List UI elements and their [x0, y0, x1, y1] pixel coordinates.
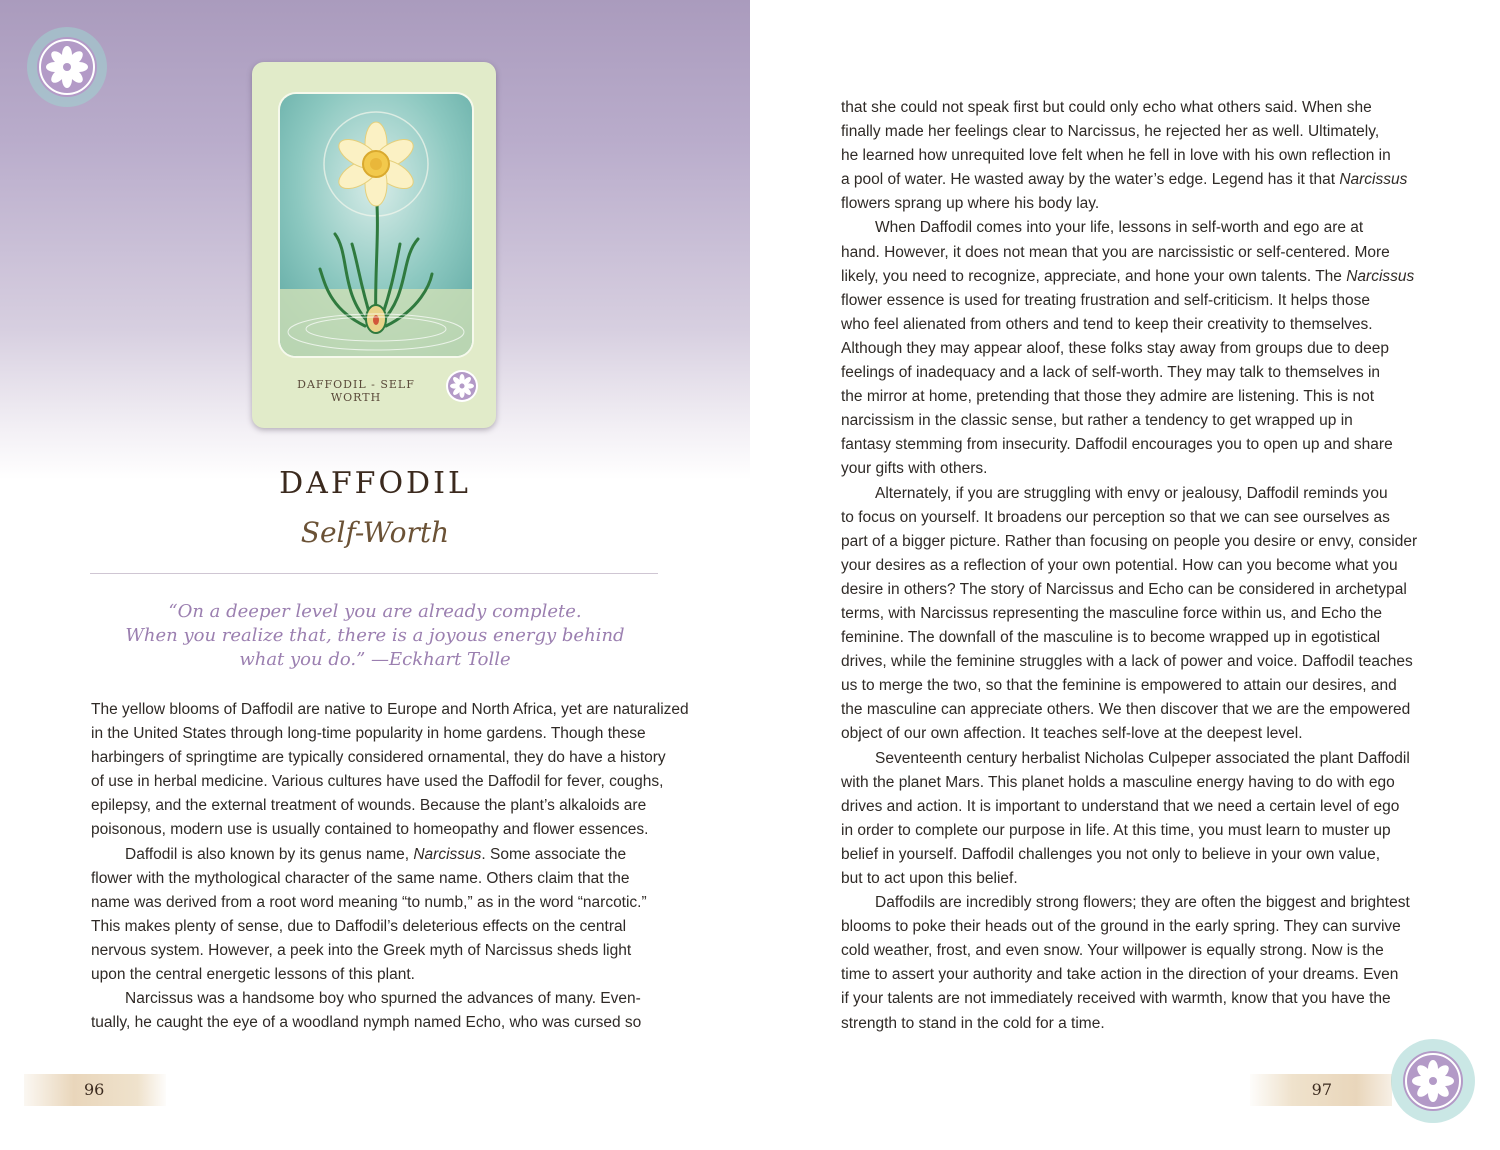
- text-line: who feel alienated from others and tend to keep their creativity to themselves.: [841, 315, 1373, 333]
- text-line: finally made her feelings clear to Narcissus, he rejected her as well. Ultimately,: [841, 123, 1380, 141]
- text-line: flower essence is used for treating frustration and self-criticism. It helps those: [841, 291, 1370, 309]
- card-caption: DAFFODIL - SELF WORTH: [297, 378, 415, 404]
- page-subtitle: Self-Worth: [300, 516, 450, 549]
- text-line: This makes plenty of sense, due to Daffodil’s deleterious effects on the central: [91, 917, 627, 935]
- text-line: the mirror at home, pretending that those they admire are listening. This is not: [841, 388, 1375, 406]
- quote-line: what you do.” —Eckhart Tolle: [239, 649, 511, 670]
- page-title: DAFFODIL: [279, 466, 471, 501]
- text-line: tually, he caught the eye of a woodland nymph named Echo, who was cursed so: [91, 1014, 642, 1032]
- text-line: blooms to poke their heads out of the ground in the early spring. They can survive: [841, 918, 1401, 936]
- text-line: drives and action. It is important to understand that we need a certain level of ego: [841, 797, 1400, 815]
- text-line: object of our own affection. It teaches self-love at the deepest level.: [841, 725, 1303, 743]
- text-line: if your talents are not immediately received with warmth, know that you have the: [841, 990, 1391, 1008]
- text-line: terms, with Narcissus representing the masculine force within us, and Echo the: [841, 604, 1383, 622]
- daffodil-illustration: [278, 92, 474, 358]
- text-line: time to assert your authority and take action in the direction of your dreams. Even: [841, 966, 1399, 984]
- page-number: 96: [24, 1074, 166, 1106]
- body-text: [91, 698, 689, 1035]
- text-line: Although they may appear aloof, these folks stay away from groups due to deep: [841, 339, 1389, 357]
- text-line: to focus on yourself. It broadens our perception so that we can see ourselves as: [841, 508, 1390, 526]
- text-line: feelings of inadequacy and a lack of self-worth. They may talk to themselves in: [841, 364, 1381, 382]
- text-line: but to act upon this belief.: [841, 870, 1018, 887]
- right-page: [750, 0, 1500, 1150]
- text-line: Alternately, if you are struggling with envy or jealousy, Daffodil reminds you: [875, 484, 1388, 502]
- text-line: strength to stand in the cold for a time.: [841, 1014, 1105, 1032]
- text-line: belief in yourself. Daffodil challenges you not only to believe in your own value,: [841, 845, 1381, 863]
- flower-emblem-icon: [1388, 1036, 1478, 1126]
- text-line: in the United States through long-time popularity in home gardens. Though these: [91, 725, 646, 743]
- text-line: feminine. The downfall of the masculine is to become wrapped up in egotistical: [841, 629, 1381, 647]
- quote-line: When you realize that, there is a joyous energy behind: [125, 625, 625, 646]
- text-line: fantasy stemming from insecurity. Daffodil encourages you to open up and share: [841, 436, 1393, 454]
- text-line: epilepsy, and the external treatment of wounds. Because the plant’s alkaloids are: [91, 797, 647, 815]
- flower-emblem-icon: [445, 369, 479, 403]
- text-line: your gifts with others.: [841, 460, 988, 478]
- text-line: name was derived from a root word meaning “to numb,” as in the word “narcotic.”: [91, 893, 647, 911]
- flower-emblem-icon: [22, 22, 112, 112]
- oracle-card: [252, 62, 496, 428]
- text-line: flowers sprang up where his body lay.: [841, 195, 1100, 213]
- text-line: Daffodils are incredibly strong flowers; they are often the biggest and brightest: [875, 894, 1410, 912]
- text-line: cold weather, frost, and even snow. Your willpower is equally strong. Now is the: [841, 942, 1384, 960]
- text-line: poisonous, modern use is usually contained to homeopathy and flower essences.: [91, 821, 649, 839]
- text-line: The yellow blooms of Daffodil are native to Europe and North Africa, yet are naturalized: [91, 701, 689, 718]
- text-line: in order to complete our purpose in life. At this time, you must learn to muster up: [841, 821, 1391, 839]
- text-line: Narcissus was a handsome boy who spurned the advances of many. Even-: [125, 990, 641, 1008]
- page-number: 97: [1250, 1074, 1392, 1106]
- text-line: harbingers of springtime are typically considered ornamental, they do have a history: [91, 749, 666, 767]
- text-line: Seventeenth century herbalist Nicholas Culpeper associated the plant Daffodil: [875, 749, 1410, 767]
- text-line: that she could not speak first but could only echo what others said. When she: [841, 99, 1372, 116]
- text-line: us to merge the two, so that the feminine is empowered to attain our desires, and: [841, 677, 1397, 695]
- text-line: part of a bigger picture. Rather than focusing on people you desire or envy, consider: [841, 532, 1418, 550]
- text-line: he learned how unrequited love felt when he fell in love with his own reflection in: [841, 147, 1391, 165]
- text-line: hand. However, it does not mean that you are narcissistic or self-centered. More: [841, 243, 1390, 261]
- text-line: desire in others? The story of Narcissus and Echo can be considered in archetypal: [841, 580, 1407, 598]
- text-line: your desires as a reflection of your own potential. How can you become what you: [841, 556, 1398, 574]
- text-line: flower with the mythological character of the same name. Others claim that the: [91, 869, 630, 887]
- text-line: drives, while the feminine struggles with a lack of power and voice. Daffodil teaches: [841, 653, 1413, 671]
- text-line: narcissism in the classic sense, but rather a tendency to get wrapped up in: [841, 412, 1353, 430]
- epigraph-quote: [100, 600, 650, 672]
- text-line: upon the central energetic lessons of this plant.: [91, 966, 415, 984]
- text-line: nervous system. However, a peek into the Greek myth of Narcissus sheds light: [91, 941, 632, 959]
- text-line: Daffodil is also known by its genus name, Narcissus. Some associate the: [125, 845, 627, 863]
- text-line: of use in herbal medicine. Various cultures have used the Daffodil for fever, coughs,: [91, 773, 664, 791]
- text-line: When Daffodil comes into your life, lessons in self-worth and ego are at: [875, 219, 1364, 237]
- divider: [90, 573, 658, 574]
- text-line: with the planet Mars. This planet holds a masculine energy having to do with ego: [841, 773, 1395, 791]
- quote-line: “On a deeper level you are already complete.: [168, 601, 582, 622]
- text-line: likely, you need to recognize, appreciate, and hone your own talents. The Narcissus: [841, 267, 1415, 285]
- text-line: the masculine can appreciate others. We then discover that we are the empowered: [841, 701, 1411, 719]
- body-text: [841, 96, 1418, 1036]
- text-line: a pool of water. He wasted away by the water’s edge. Legend has it that Narcissus: [841, 171, 1408, 189]
